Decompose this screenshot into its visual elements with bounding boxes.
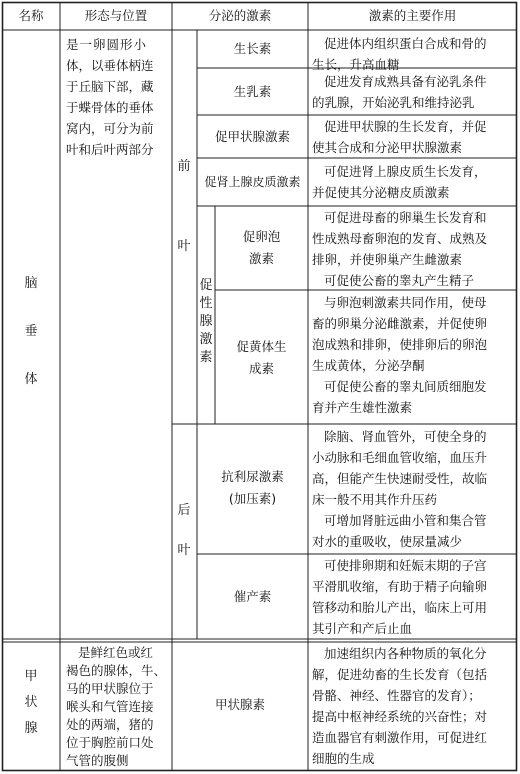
hormone-prl: 生乳素 (233, 84, 272, 99)
header-function: 激素的主要作用 (368, 8, 457, 23)
function-line: 除脑、肾血管外，可使全身的 (324, 429, 487, 444)
function-line: 与卵泡刺激素共同作用，使母 (324, 295, 487, 310)
function-line: 的乳腺，开始泌乳和维持泌乳 (312, 95, 475, 110)
name-char: 甲 (24, 669, 38, 684)
hormone-line: 促黄体生 (236, 339, 287, 354)
morphology-line: 窝内，可分为前 (66, 121, 154, 136)
morphology-line: 于蝶骨体的垂体 (66, 100, 154, 115)
function-line: 造血器官有刺激作用，可促进红 (312, 730, 488, 745)
function-line: 高，但能产生快速耐受性，故临 (312, 471, 488, 486)
function-line: 管移动和胎儿产出，临床上可用 (312, 600, 488, 615)
function-line: 生长，升高血糖 (312, 57, 400, 72)
function-line: 育并产生雄性激素 (312, 400, 413, 415)
morphology-line: 马的甲状腺位于 (66, 681, 154, 696)
hormone-line: 成素 (248, 361, 274, 376)
hormone-line: 激素 (248, 251, 274, 266)
function-line: 对水的重吸收，使尿量减少 (312, 534, 463, 549)
function-lh (312, 292, 514, 418)
hormone-acth: 促肾上腺皮质激素 (204, 175, 301, 189)
header-hormone: 分泌的激素 (208, 8, 272, 23)
function-line: 生成黄体，分泌孕酮 (312, 358, 425, 373)
morphology-line: 褐色的腺体，牛、 (66, 663, 167, 678)
pituitary-name (23, 275, 39, 389)
hormone-gh: 生长素 (233, 41, 272, 56)
function-adh (312, 426, 514, 552)
function-line: 可促使公畜的睾丸间质细胞发 (324, 379, 487, 394)
name-char: 体 (24, 372, 38, 387)
function-line: 促进甲状腺的生长发育，并促 (324, 119, 487, 134)
lobe-char: 叶 (177, 239, 191, 254)
pituitary-morphology (66, 34, 170, 160)
function-prl (312, 71, 514, 113)
name-char: 状 (24, 695, 38, 710)
function-line: 小动脉和毛细血管收缩，血压升 (312, 450, 488, 465)
function-tsh (312, 116, 514, 158)
thyroid-morphology (66, 644, 170, 770)
function-line: 可使排卵期和妊娠末期的子宫 (324, 558, 487, 573)
function-line: 平滑肌收缩，有助于精子向输卵 (312, 579, 488, 594)
anterior-lobe-label (176, 158, 192, 256)
function-line: 促进发育成熟具备有泌乳条件 (324, 74, 487, 89)
morphology-line: 位于胸腔前口处 (66, 735, 154, 750)
hormone-thyroxine: 甲状腺素 (214, 697, 265, 712)
lobe-char: 前 (177, 159, 191, 174)
function-line: 其引产和产后止血 (312, 621, 413, 636)
function-oxt (312, 555, 514, 639)
posterior-lobe-label (176, 502, 192, 560)
gonadotropin-char: 激 (199, 332, 213, 347)
gonadotropin-char: 促 (199, 278, 213, 293)
morphology-line: 喉头和气管连接 (66, 699, 154, 714)
hormone-lh (215, 336, 308, 380)
name-char: 腺 (24, 721, 38, 736)
hormone-line: 抗利尿激素 (221, 469, 284, 484)
morphology-line: 气管的腹侧 (66, 753, 129, 768)
function-line: 排卵，并使卵巢产生雌激素 (312, 252, 463, 267)
function-line: 并促使其分泌糖皮质激素 (312, 185, 450, 200)
function-fsh (312, 207, 514, 291)
function-line: 可促使公畜的睾丸产生精子 (324, 273, 475, 288)
morphology-line: 体，以垂体柄连 (66, 58, 154, 73)
gonadotropin-char: 性 (199, 296, 213, 311)
gonadotropin-char: 素 (199, 350, 213, 365)
name-char: 垂 (24, 324, 38, 339)
function-line: 促进体内组织蛋白合成和骨的 (324, 36, 487, 51)
morphology-line: 处的两端，猪的 (66, 717, 154, 732)
hormone-line: 促卵泡 (242, 229, 281, 244)
function-line: 可增加肾脏远曲小管和集合管 (324, 513, 487, 528)
hormone-fsh (215, 226, 308, 270)
hormone-tsh: 促甲状腺激素 (214, 129, 290, 144)
hormone-line: (加压素) (228, 491, 277, 506)
function-line: 细胞的生成 (312, 751, 375, 766)
hormone-adh (197, 466, 308, 510)
lobe-char: 叶 (177, 543, 191, 558)
function-line: 性成熟母畜卵泡的发育、成熟及 (312, 231, 488, 246)
function-line: 可促进肾上腺皮质生长发育， (324, 164, 487, 179)
morphology-line: 是鲜红色或红 (78, 645, 154, 660)
header-name: 名称 (18, 8, 44, 23)
hormone-oxt: 催产素 (233, 589, 272, 604)
function-line: 泡成熟和排卵，使排卵后的卵泡 (312, 337, 488, 352)
name-char: 脑 (24, 276, 38, 291)
function-line: 畜的卵巢分泌雌激素，并促使卵 (312, 316, 488, 331)
morphology-line: 叶和后叶两部分 (66, 142, 154, 157)
function-line: 骨骼、神经、性器官的发育）； (312, 688, 481, 703)
function-thyroxine (312, 643, 514, 769)
function-line: 加速组织内各种物质的氧化分 (324, 646, 487, 661)
thyroid-name (23, 668, 39, 738)
function-line: 床一般不用其作升压药 (312, 492, 438, 507)
function-line: 使其合成和分泌甲状腺激素 (312, 140, 463, 155)
morphology-line: 是一卵圆形小 (66, 37, 148, 52)
header-morphology: 形态与位置 (84, 8, 148, 23)
lobe-char: 后 (177, 503, 191, 518)
gonadotropin-label (198, 277, 214, 367)
function-line: 提高中枢神经系统的兴奋性；对 (312, 709, 488, 724)
gonadotropin-char: 腺 (199, 314, 213, 329)
function-gh (312, 33, 514, 75)
morphology-line: 于丘脑下部，藏 (66, 79, 154, 94)
function-line: 解，促进幼畜的生长发育（包括 (312, 667, 488, 682)
function-acth (312, 161, 514, 203)
function-line: 可促进母畜的卵巢生长发育和 (324, 210, 487, 225)
